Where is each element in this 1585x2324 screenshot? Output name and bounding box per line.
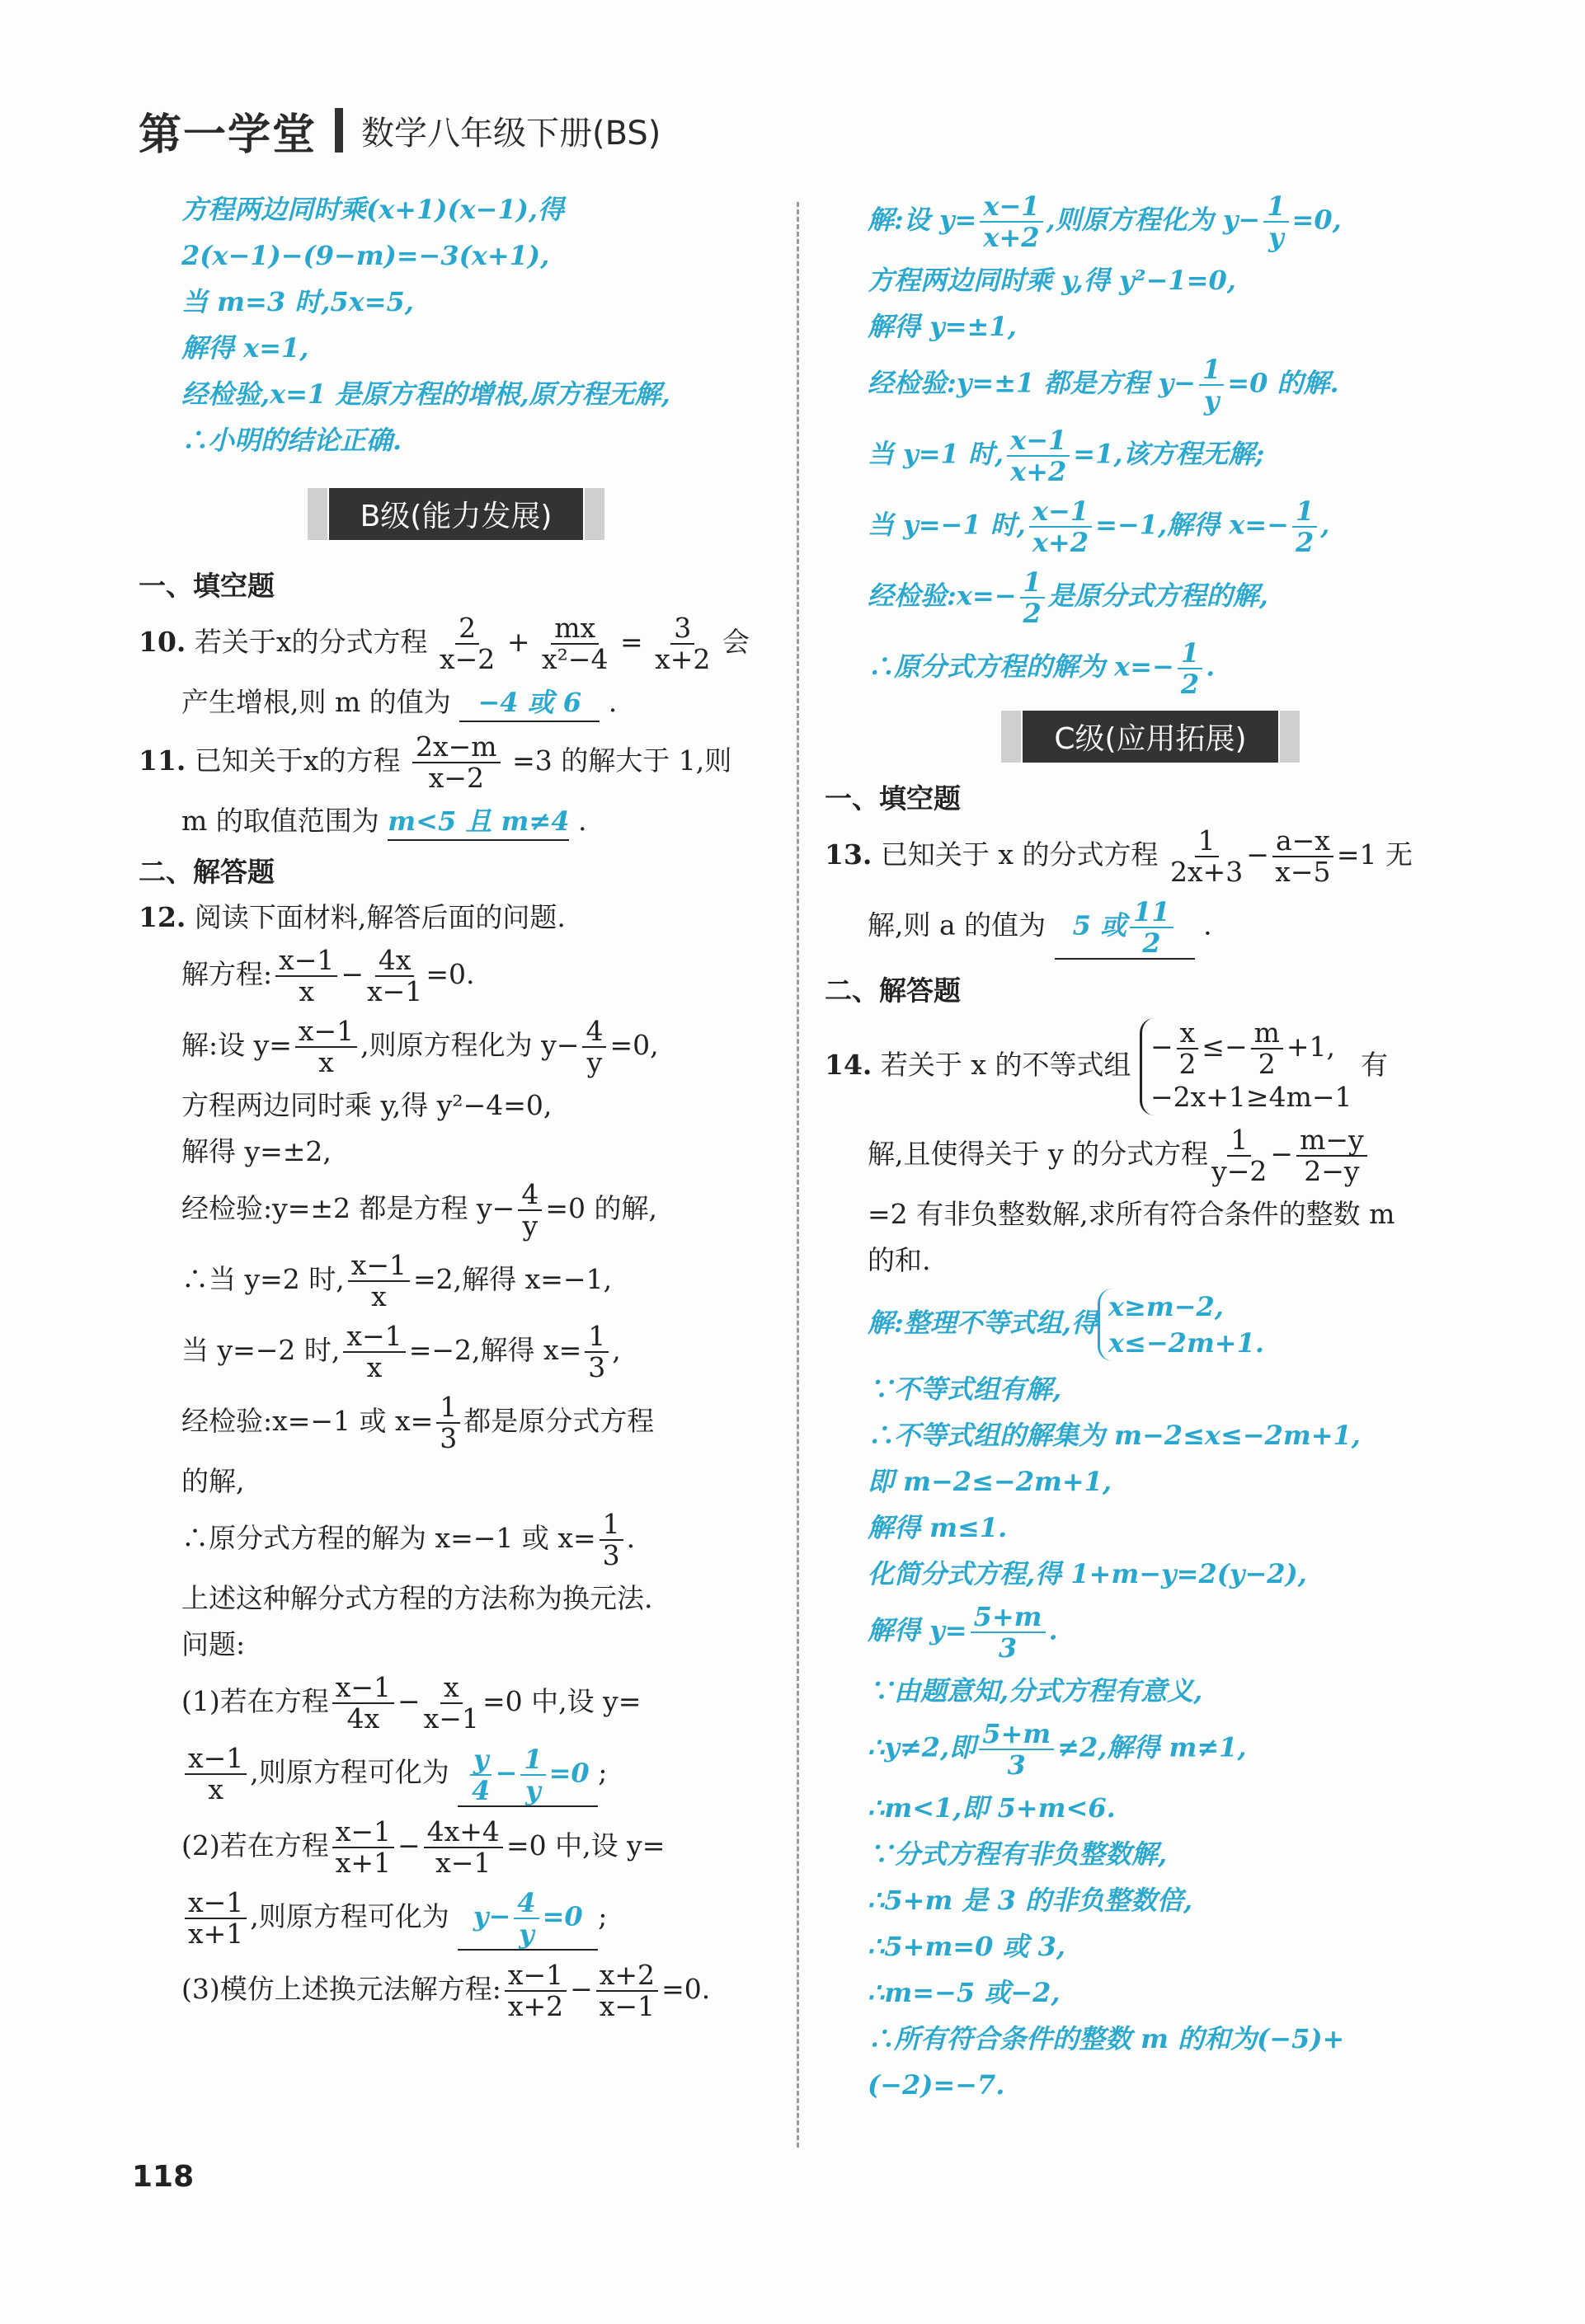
question-10: 10. 若关于x的分式方程 $\frac{2}{x-2}$ + $\frac{mx}{\text{x²−4}}$ = $\frac{3}{x+2}$ 会 <box>139 612 750 675</box>
answer-blank: 5 或 $\frac{11}{2}$ <box>1055 897 1195 960</box>
answer-line: 方程两边同时乘(x+1)(x−1),得 <box>181 194 565 225</box>
page-header <box>139 97 661 163</box>
section-heading-fill: 一、填空题 <box>139 570 275 602</box>
question-10-line2: 产生增根,则 m 的值为 −4 或 6 . <box>139 684 774 722</box>
book-subject: 数学八年级下册(BS) <box>361 114 661 153</box>
question-11-line2: m 的取值范围为 m<5 且 m≠4 . <box>139 803 774 841</box>
q12-solution: 解:设 y= $\frac{x-1}{x+2}$ ,则原方程化为 y− $\frac{1}{y}$ =0, 方程两边同时乘 y,得 y²−1=0, 解得 y=±1, 经检验:y=±1 都是方程 y− $\frac{1}{y}$ =0 的解. 当 y=1 时, $\frac{x-1}{x+2}$ =1,该方程无解; 当 y=−1 时, $\frac{x-1}{x+2}$ =−1,解得 x=− $\frac{1}{2}$ , 经检验:x=− $\frac{1}{2}$ 是原分式方程的解, ∴原分式方程的解为 x=− $\frac{1}{2}$ . <box>868 190 1342 700</box>
level-c-label: C级(应用拓展) <box>1023 711 1277 763</box>
right-column <box>825 191 1476 2113</box>
fraction: $\frac{2}{x-2}$ <box>440 612 496 675</box>
answer-line: ∴小明的结论正确. <box>181 425 402 456</box>
q14-solution: 解:整理不等式组,得 x≥m−2, x≤−2m+1. ∵不等式组有解, ∴不等式组的解集为 m−2≤x≤−2m+1, 即 m−2≤−2m+1, 解得 m≤1. 化简分式方程,得 1+m−y=2(y−2), 解得 y= $\frac{5+m}{3}$ . ∵由题意知,分式方程有意义, ∴y≠2,即 $\frac{5+m}{3}$ ≠2,解得 m≠1, ∴m<1,即 5+m<6. ∵分式方程有非负整数解, ∴5+m 是 3 的非负整数倍, ∴5+m=0 或 3, ∴m=−5 或−2, ∴所有符合条件的整数 m 的和为(−5)+ (−2)=−7. <box>825 1289 1476 2103</box>
fraction: $\frac{3}{x+2}$ <box>655 612 711 675</box>
question-14-body: 解,且使得关于 y 的分式方程 $\frac{1}{y-2}$ − $\frac{m-y}{2-y}$ =2 有非负整数解,求所有符合条件的整数 m 的和. <box>868 1124 1395 1276</box>
question-11: 11. 已知关于x的方程 $\frac{2x-m}{x-2}$ =3 的解大于 1,则 <box>139 730 732 794</box>
brand-title: 第一学堂 <box>139 110 317 160</box>
left-column <box>139 191 774 2031</box>
section-heading-solve: 二、解答题 <box>139 856 275 888</box>
section-heading-solve: 二、解答题 <box>825 974 961 1007</box>
column-divider <box>797 202 799 2148</box>
question-12-material: 解方程: $\frac{x-1}{x}$ − $\frac{4x}{x-1}$ =0. 解:设 y= $\frac{x-1}{x}$ ,则原方程化为 y− $\frac{4}{y}$ =0, 方程两边同时乘 y,得 y²−4=0, 解得 y=±2, 经检验:y=±2 都是方程 y− $\frac{4}{y}$ =0 的解, ∴当 y=2 时, $\frac{x-1}{x}$ =2,解得 x=−1, 当 y=−2 时, $\frac{x-1}{x}$ =−2,解得 x= $\frac{1}{3}$ , 经检验:x=−1 或 x= $\frac{1}{3}$ 都是原分式方程 的解, ∴原分式方程的解为 x=−1 或 x= $\frac{1}{3}$ . 上述这种解分式方程的方法称为换元法. 问题: (1)若在方程 $\frac{x-1}{4x}$ − $\frac{x}{x-1}$ =0 中,设 y= $\frac{x-1}{x}$ ,则原方程可化为 $\frac{y}{4}$ − $\frac{1}{y}$ =0 ; (2)若在方程 $\frac{x-1}{x+1}$ − $\frac{4x+4}{x-1}$ =0 中,设 y= $\frac{x-1}{x+1}$ ,则原方程可化为 y− $\frac{4}{y}$ =0 ; (3)模仿上述换元法解方程: $\frac{x-1}{x+2}$ − $\frac{x+2}{x-1}$ =0. <box>181 944 711 2022</box>
level-b-label: B级(能力发展) <box>329 488 584 540</box>
fraction: $\frac{mx}{\text{x²−4}}$ <box>541 612 609 675</box>
answer-blank: −4 或 6 <box>459 684 600 722</box>
answer-blank: y− $\frac{4}{y}$ =0 <box>458 1888 598 1951</box>
answer-line: 当 m=3 时,5x=5, <box>181 286 414 317</box>
answer-line: 经检验,x=1 是原方程的增根,原方程无解, <box>181 378 670 410</box>
answer-line: 2(x−1)−(9−m)=−3(x+1), <box>181 240 550 271</box>
question-12: 12. 阅读下面材料,解答后面的问题. <box>139 901 566 933</box>
answer-blank: m<5 且 m≠4 <box>388 803 569 841</box>
fraction: $\frac{2x-m}{x-2}$ <box>412 732 501 793</box>
level-b-banner <box>139 488 774 540</box>
question-13: 13. 已知关于 x 的分式方程 $\frac{1}{2x+3}$ − $\frac{a-x}{x-5}$ =1 无 <box>825 824 1413 888</box>
inequality-system: − $\frac{x}{2}$ ≤− $\frac{m}{2}$ +1, −2x+1≥4m−1 <box>1140 1018 1352 1115</box>
answer-line: 解得 x=1, <box>181 332 309 364</box>
section-heading-fill: 一、填空题 <box>825 782 961 815</box>
header-divider <box>335 108 343 153</box>
level-c-banner <box>825 711 1476 763</box>
question-14: 14. 若关于 x 的不等式组 − $\frac{x}{2}$ ≤− $\frac{m}{2}$ +1, −2x+1≥4m−1 有 <box>825 1018 1476 1115</box>
answer-blank: $\frac{y}{4}$ − $\frac{1}{y}$ =0 <box>458 1744 598 1807</box>
question-13-line2: 解,则 a 的值为 5 或 $\frac{11}{2}$ . <box>868 896 1212 959</box>
page-number: 118 <box>132 2160 195 2194</box>
